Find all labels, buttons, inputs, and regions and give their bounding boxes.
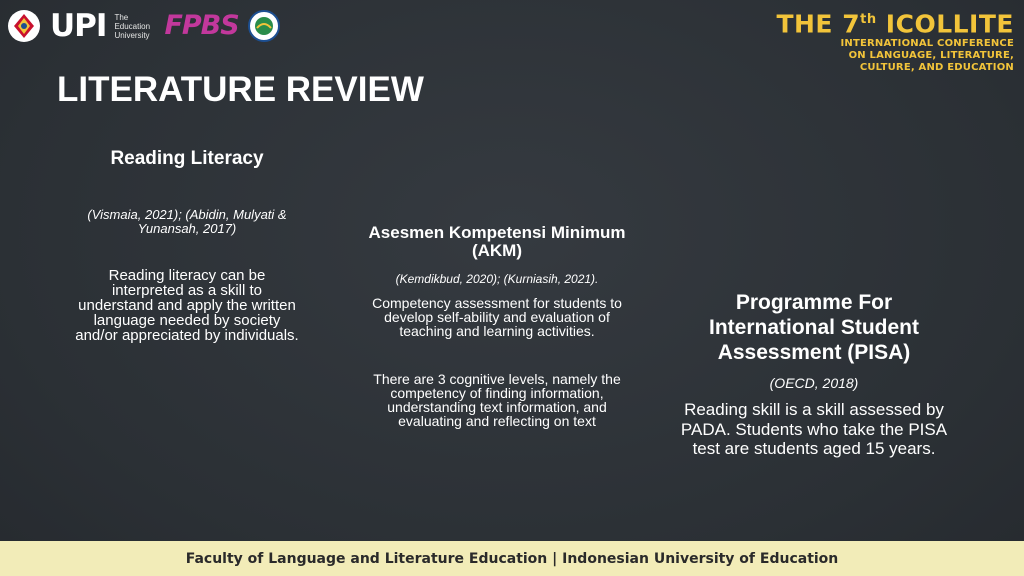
pisa-citation: (OECD, 2018) (769, 375, 859, 391)
fpbs-wordmark: FPBS (164, 10, 239, 41)
upi-subtitle: The Education University (114, 12, 151, 40)
faculty-seal-icon (247, 9, 281, 43)
reading-literacy-citation: (Vismaia, 2021); (Abidin, Mulyati & Yunansah, 2017) (87, 207, 287, 236)
conference-line-1: INTERNATIONAL CONFERENCE (840, 38, 1014, 50)
reading-literacy-heading: Reading Literacy (110, 148, 264, 169)
slide-title: LITERATURE REVIEW (57, 70, 424, 109)
akm-heading: Asesmen Kompetensi Minimum (AKM) (368, 223, 626, 260)
upi-wordmark: UPI (50, 8, 107, 44)
upi-emblem-icon (6, 8, 42, 44)
pisa-column (676, 290, 952, 459)
conference-banner (774, 6, 1014, 74)
reading-literacy-body: Reading literacy can be interpreted as a skill to understand and apply the written language needed by society and/or appreciated by individuals. (75, 267, 299, 344)
reading-literacy-column (74, 146, 300, 343)
akm-column (356, 224, 638, 428)
conference-title-ordinal: th (860, 12, 877, 27)
pisa-heading: Programme For International Student Assessment (PISA) (709, 291, 919, 364)
header-logos (6, 6, 281, 46)
conference-line-2: ON LANGUAGE, LITERATURE, (848, 50, 1014, 62)
footer-bar (0, 541, 1024, 576)
footer-text: Faculty of Language and Literature Education | Indonesian University of Education (185, 550, 839, 567)
conference-title: THE 7th ICOLLITE (776, 9, 1014, 39)
akm-body-1: Competency assessment for students to develop self-ability and evaluation of teaching and learning activities. (372, 295, 622, 339)
akm-citation: (Kemdikbud, 2020); (Kurniasih, 2021). (395, 272, 599, 286)
akm-body-2: There are 3 cognitive levels, namely the competency of finding information, understanding text information, and evaluating and reflecting on text (373, 371, 621, 429)
pisa-body: Reading skill is a skill assessed by PADA. Students who take the PISA test are students aged 15 years. (680, 400, 948, 458)
conference-line-3: CULTURE, AND EDUCATION (859, 62, 1014, 74)
